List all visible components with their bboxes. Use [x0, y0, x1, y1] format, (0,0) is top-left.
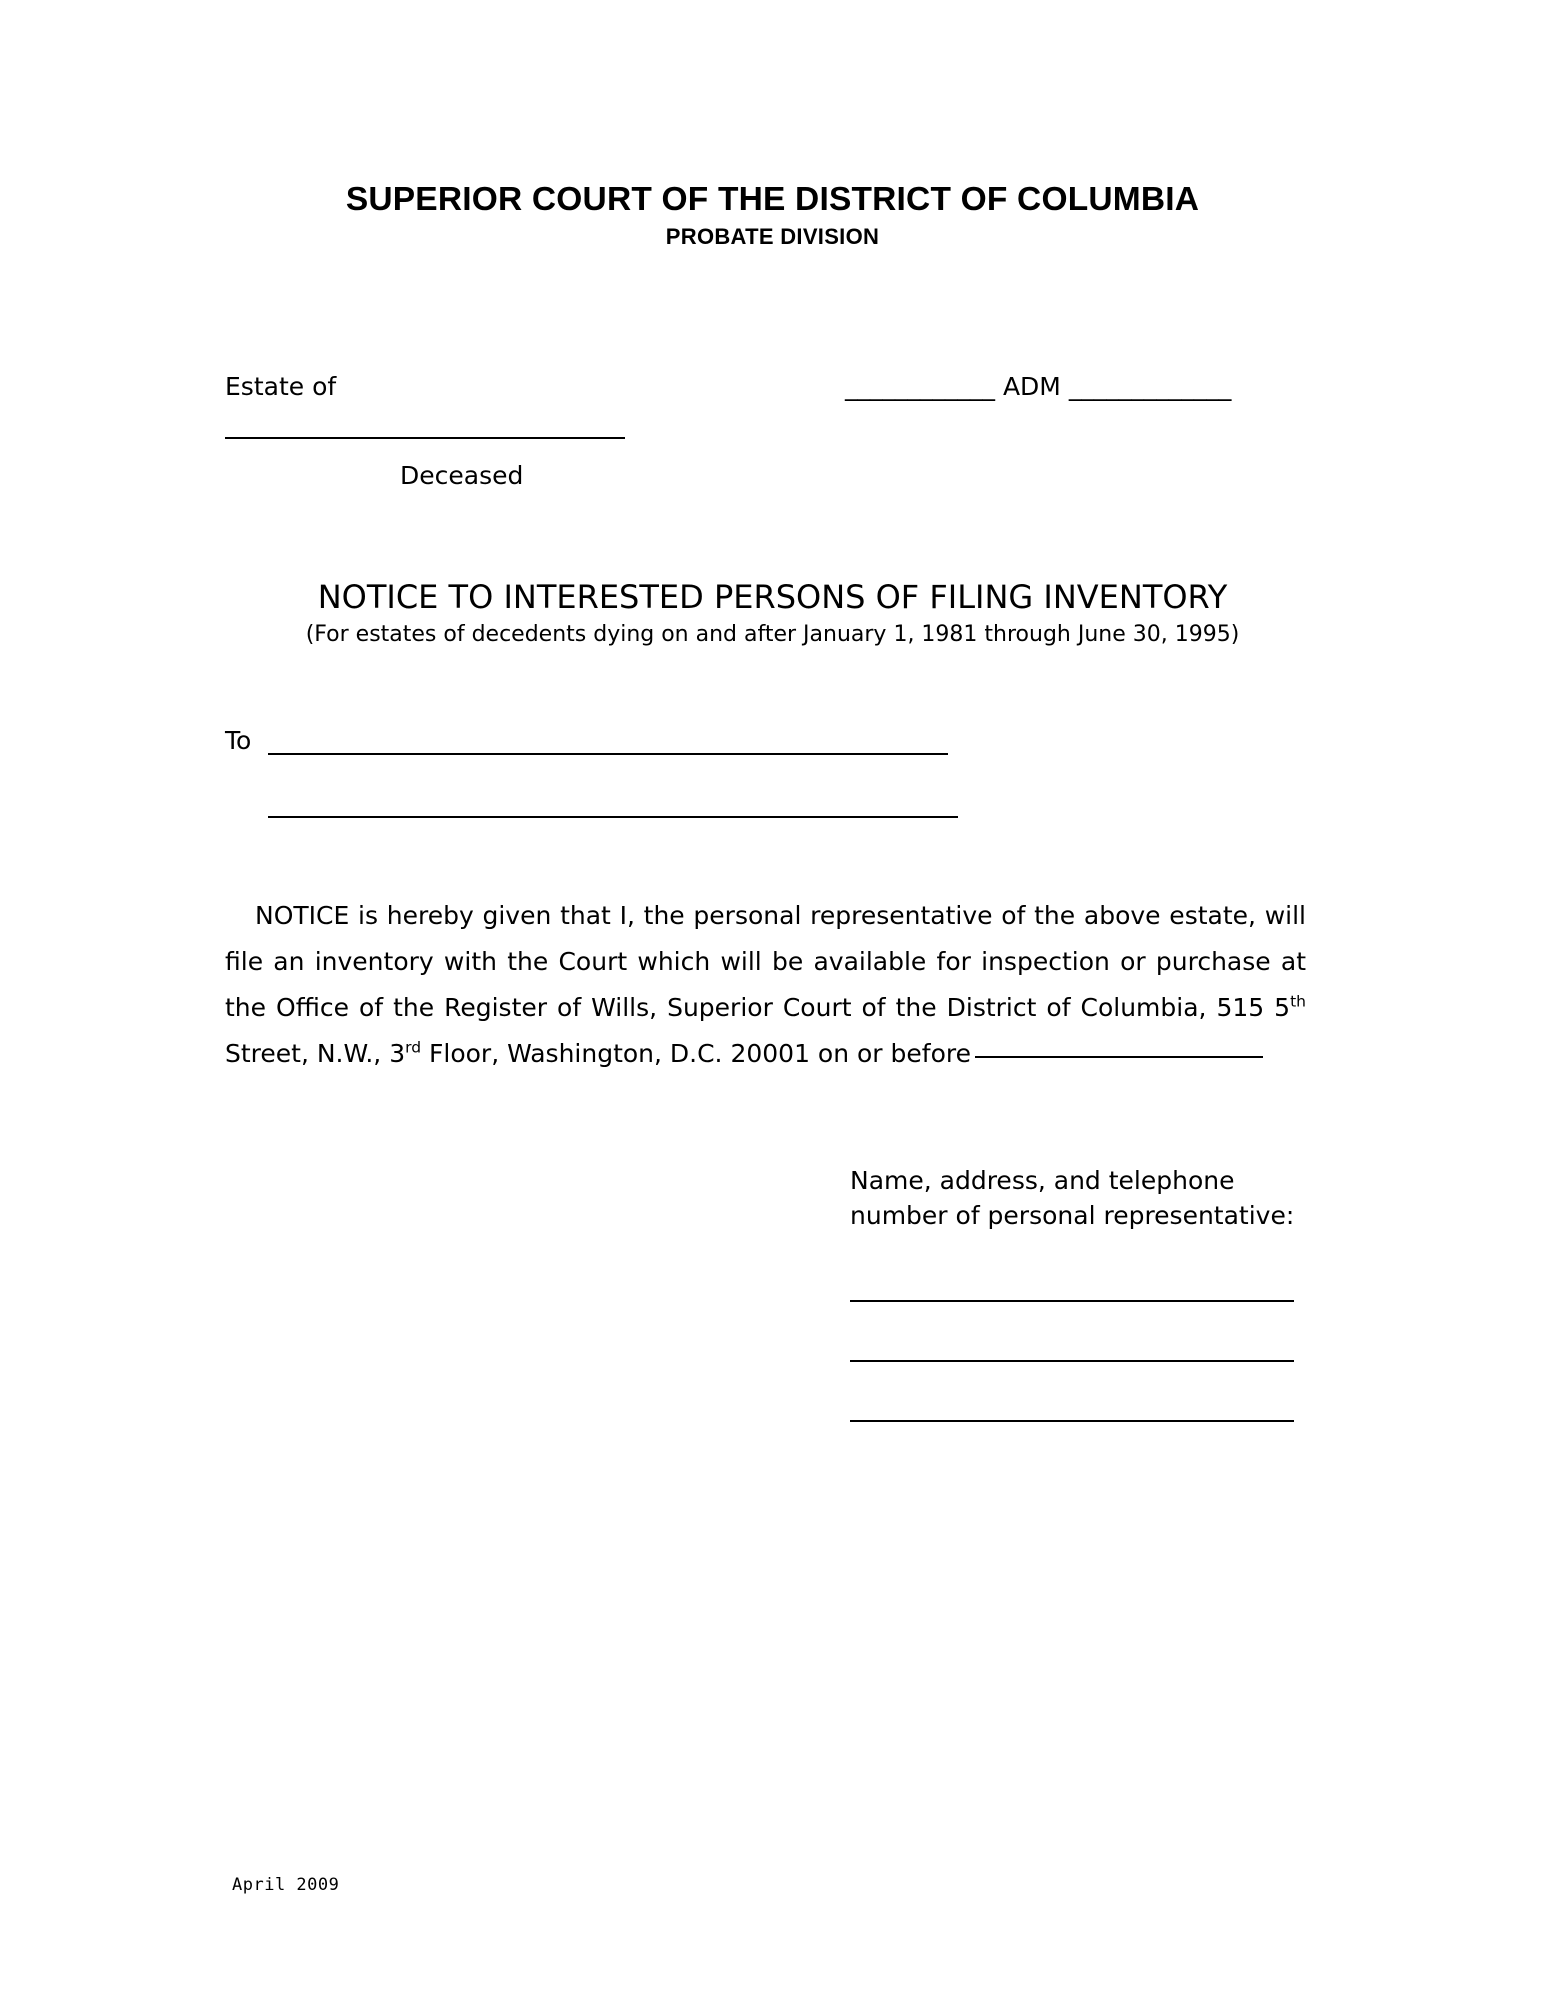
estate-of-label: Estate of [225, 372, 337, 401]
form-revision-date: April 2009 [232, 1875, 340, 1895]
body-text-part-3: Floor, Washington, D.C. 20001 on or before [421, 1039, 971, 1068]
recipient-blank-line-1[interactable] [268, 753, 948, 755]
representative-info-line-2: number of personal representative: [850, 1201, 1295, 1230]
division-title: PROBATE DIVISION [665, 224, 880, 249]
ordinal-suffix-fifth: th [1290, 992, 1306, 1011]
court-title: SUPERIOR COURT OF THE DISTRICT OF COLUMBIA [345, 181, 1200, 218]
to-label: To [225, 726, 252, 755]
recipient-blank-line-2[interactable] [268, 816, 958, 818]
decedent-name-blank[interactable] [225, 437, 625, 439]
representative-blank-line-3[interactable] [850, 1420, 1294, 1422]
notice-subtitle: (For estates of decedents dying on and after January 1, 1981 through June 30, 1995) [305, 622, 1240, 647]
ordinal-suffix-third: rd [405, 1038, 422, 1057]
representative-info-block [850, 1163, 1306, 1233]
notice-title: NOTICE TO INTERESTED PERSONS OF FILING INVENTORY [317, 578, 1228, 616]
notice-body-paragraph [225, 893, 1306, 1077]
body-text-part-2: Street, N.W., 3 [225, 1039, 406, 1068]
representative-blank-line-2[interactable] [850, 1360, 1294, 1362]
representative-info-line-1: Name, address, and telephone [850, 1166, 1235, 1195]
filing-deadline-blank[interactable] [975, 1056, 1263, 1058]
case-number-field[interactable]: ____________ ADM _____________ [845, 372, 1232, 401]
representative-blank-line-1[interactable] [850, 1300, 1294, 1302]
deceased-label: Deceased [400, 461, 524, 490]
body-text-part-1: NOTICE is hereby given that I, the personal representative of the above estate, will file an inventory with the Court which will be available for inspection or purchase at the Office of the Register of Wills, Superior Court of the District of Columbia, 515 5 [225, 901, 1306, 1022]
